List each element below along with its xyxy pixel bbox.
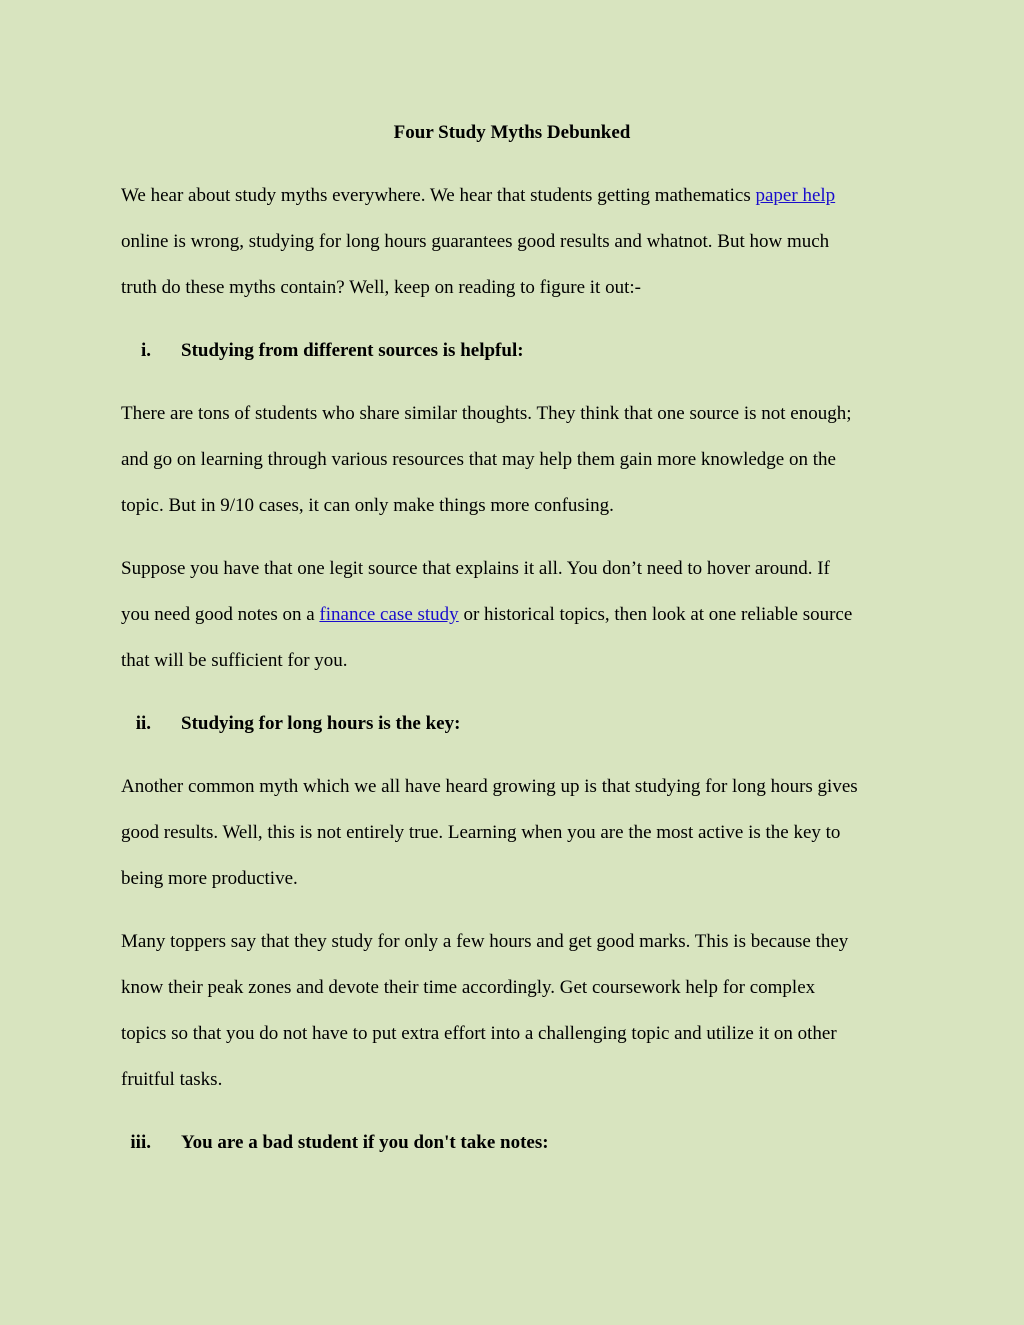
paragraph-3-line-1: Another common myth which we all have heard growing up is that studying for long hours gives (121, 776, 858, 797)
paragraph-4-line-3: topics so that you do not have to put extra effort into a challenging topic and utilize it on other (121, 1023, 837, 1044)
paragraph-4-line-1: Many toppers say that they study for only a few hours and get good marks. This is because they (121, 931, 849, 952)
paragraph-3-line-2: good results. Well, this is not entirely true. Learning when you are the most active is the key to (121, 822, 841, 843)
paragraph-1-line-2: and go on learning through various resources that may help them gain more knowledge on the (121, 449, 836, 470)
paragraph-2-line-2-post: or historical topics, then look at one reliable source (458, 604, 853, 625)
paragraph-4-line-4: fruitful tasks. (121, 1069, 223, 1090)
section-heading-text-2: Studying for long hours is the key: (181, 713, 461, 734)
paragraph-2-line-1: Suppose you have that one legit source that explains it all. You don’t need to hover around. If (121, 558, 830, 579)
section-heading-text-1: Studying from different sources is helpful: (181, 340, 524, 361)
intro-line-1-text: We hear about study myths everywhere. We hear that students getting mathematics (121, 185, 756, 206)
section-heading-text-3: You are a bad student if you don't take notes: (181, 1132, 549, 1153)
intro-line-3: truth do these myths contain? Well, keep on reading to figure it out:- (121, 277, 641, 298)
section-numeral-3: iii. (130, 1132, 151, 1153)
section-numeral-2: ii. (135, 713, 151, 734)
paragraph-4-line-2: know their peak zones and devote their time accordingly. Get coursework help for complex (121, 977, 816, 998)
intro-line-2: online is wrong, studying for long hours guarantees good results and whatnot. But how much (121, 231, 830, 252)
document-title: Four Study Myths Debunked (393, 122, 631, 143)
paragraph-2-line-2-pre: you need good notes on a (121, 604, 320, 625)
intro-line-1 (121, 183, 835, 209)
paragraph-1-line-1: There are tons of students who share similar thoughts. They think that one source is not enough; (121, 403, 852, 424)
paper-help-link[interactable]: paper help (755, 185, 836, 206)
section-numeral-1: i. (140, 340, 151, 361)
paragraph-2-line-2 (121, 602, 852, 628)
paragraph-2-line-3: that will be sufficient for you. (121, 650, 348, 671)
paragraph-1-line-3: topic. But in 9/10 cases, it can only make things more confusing. (121, 495, 614, 516)
finance-case-study-link[interactable]: finance case study (319, 604, 459, 625)
paragraph-3-line-3: being more productive. (121, 868, 298, 889)
